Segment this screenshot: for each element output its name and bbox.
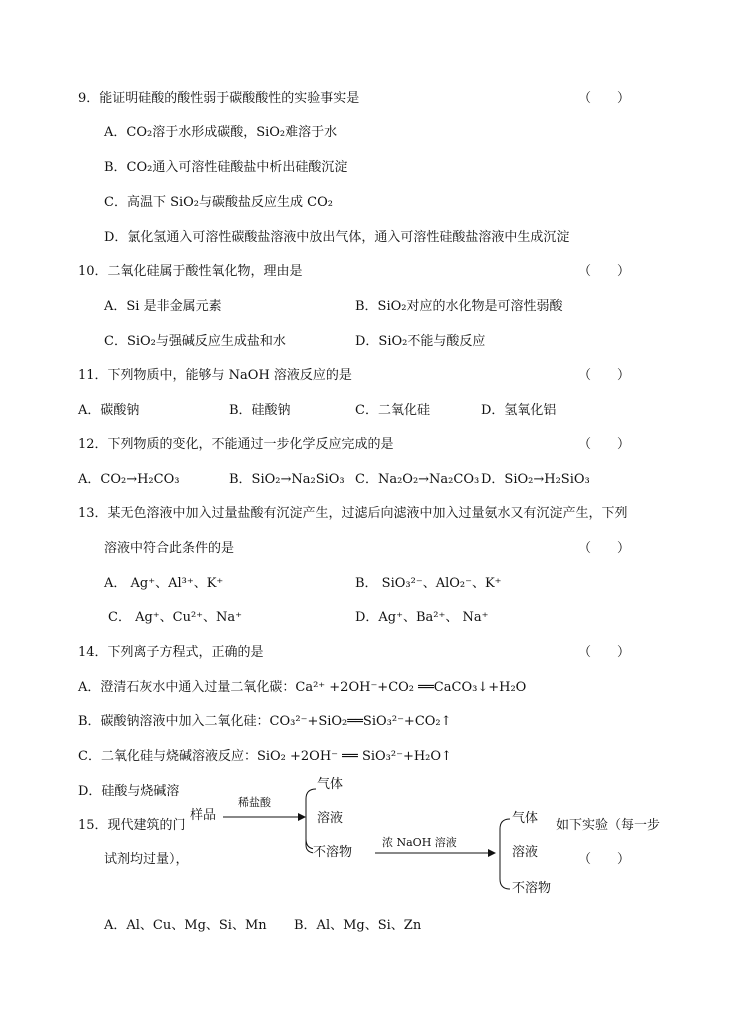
step2-residue: 不溶物 bbox=[512, 881, 552, 896]
q9-option-a: A．CO₂溶于水形成碳酸，SiO₂难溶于水 bbox=[104, 125, 338, 140]
q12-answer-bracket: （ ） bbox=[578, 437, 631, 452]
q13-answer-bracket: （ ） bbox=[578, 541, 631, 556]
q12-option-b: B．SiO₂→Na₂SiO₃ bbox=[229, 472, 345, 487]
q15-stem-continued: 试剂均过量）， bbox=[104, 852, 189, 867]
q14-stem: 14．下列离子方程式，正确的是 bbox=[78, 645, 264, 660]
q13-option-b: B． SiO₃²⁻、AlO₂⁻、K⁺ bbox=[355, 576, 502, 591]
q14-answer-bracket: （ ） bbox=[578, 645, 631, 660]
q11-option-c: C．二氧化硅 bbox=[355, 403, 430, 418]
step2-solution: 溶液 bbox=[512, 845, 539, 860]
q15-stem: 15．现代建筑的门 bbox=[78, 818, 186, 833]
q15-option-a: A．Al、Cu、Mg、Si、Mn bbox=[104, 918, 267, 933]
reagent-dilute-hcl: 稀盐酸 bbox=[238, 796, 271, 809]
q13-stem: 13．某无色溶液中加入过量盐酸有沉淀产生，过滤后向滤液中加入过量氨水又有沉淀产生，下列 bbox=[78, 506, 628, 521]
q15-stem-tail: 如下实验（每一步 bbox=[556, 818, 661, 833]
q9-stem: 9．能证明硅酸的酸性弱于碳酸酸性的实验事实是 bbox=[78, 91, 360, 106]
q13-option-c: C． Ag⁺、Cu²⁺、Na⁺ bbox=[108, 610, 243, 625]
q12-option-a: A．CO₂→H₂CO₃ bbox=[78, 472, 180, 487]
q9-option-b: B．CO₂通入可溶性硅酸盐中析出硅酸沉淀 bbox=[104, 160, 348, 175]
q14-option-a: A．澄清石灰水中通入过量二氧化碳：Ca²⁺ +2OH⁻+CO₂ ══CaCO₃↓+H₂O bbox=[78, 680, 527, 695]
q13-option-d: D．Ag⁺、Ba²⁺、 Na⁺ bbox=[355, 610, 489, 625]
q11-option-d: D．氢氧化铝 bbox=[481, 403, 557, 418]
q10-answer-bracket: （ ） bbox=[578, 264, 631, 279]
step2-gas: 气体 bbox=[512, 811, 539, 826]
q11-answer-bracket: （ ） bbox=[578, 368, 631, 383]
q13-stem-continued: 溶液中符合此条件的是 bbox=[104, 541, 235, 556]
q11-stem: 11．下列物质中，能够与 NaOH 溶液反应的是 bbox=[78, 368, 352, 383]
q9-answer-bracket: （ ） bbox=[578, 91, 631, 106]
q12-option-c: C．Na₂O₂→Na₂CO₃ bbox=[355, 472, 480, 487]
step1-gas: 气体 bbox=[317, 777, 344, 792]
q10-option-d: D．SiO₂不能与酸反应 bbox=[355, 334, 486, 349]
sample-label: 样品 bbox=[190, 808, 217, 823]
q13-option-a: A． Ag⁺、Al³⁺、K⁺ bbox=[104, 576, 224, 591]
q11-option-a: A．碳酸钠 bbox=[78, 403, 140, 418]
q15-option-b: B．Al、Mg、Si、Zn bbox=[294, 918, 422, 933]
q14-option-b: B．碳酸钠溶液中加入二氧化硅：CO₃²⁻+SiO₂══SiO₃²⁻+CO₂↑ bbox=[78, 714, 452, 729]
q10-stem: 10．二氧化硅属于酸性氧化物，理由是 bbox=[78, 264, 303, 279]
experiment-flow-diagram bbox=[180, 775, 600, 900]
q15-answer-bracket: （ ） bbox=[578, 852, 631, 867]
q12-stem: 12．下列物质的变化，不能通过一步化学反应完成的是 bbox=[78, 437, 394, 452]
q14-option-d: D．硅酸与烧碱溶 bbox=[78, 784, 180, 799]
reagent-concentrated-naoh: 浓 NaOH 溶液 bbox=[382, 836, 457, 849]
q10-option-a: A．Si 是非金属元素 bbox=[104, 299, 222, 314]
q9-option-d: D．氯化氢通入可溶性碳酸盐溶液中放出气体，通入可溶性硅酸盐溶液中生成沉淀 bbox=[104, 230, 570, 245]
step1-residue: 不溶物 bbox=[313, 845, 353, 860]
step1-solution: 溶液 bbox=[317, 811, 344, 826]
q9-option-c: C．高温下 SiO₂与碳酸盐反应生成 CO₂ bbox=[104, 195, 333, 210]
q10-option-b: B．SiO₂对应的水化物是可溶性弱酸 bbox=[355, 299, 563, 314]
q10-option-c: C．SiO₂与强碱反应生成盐和水 bbox=[104, 334, 286, 349]
q12-option-d: D．SiO₂→H₂SiO₃ bbox=[481, 472, 590, 487]
q11-option-b: B．硅酸钠 bbox=[229, 403, 291, 418]
q14-option-c: C．二氧化硅与烧碱溶液反应：SiO₂ +2OH⁻ ══ SiO₃²⁻+H₂O↑ bbox=[78, 749, 452, 764]
